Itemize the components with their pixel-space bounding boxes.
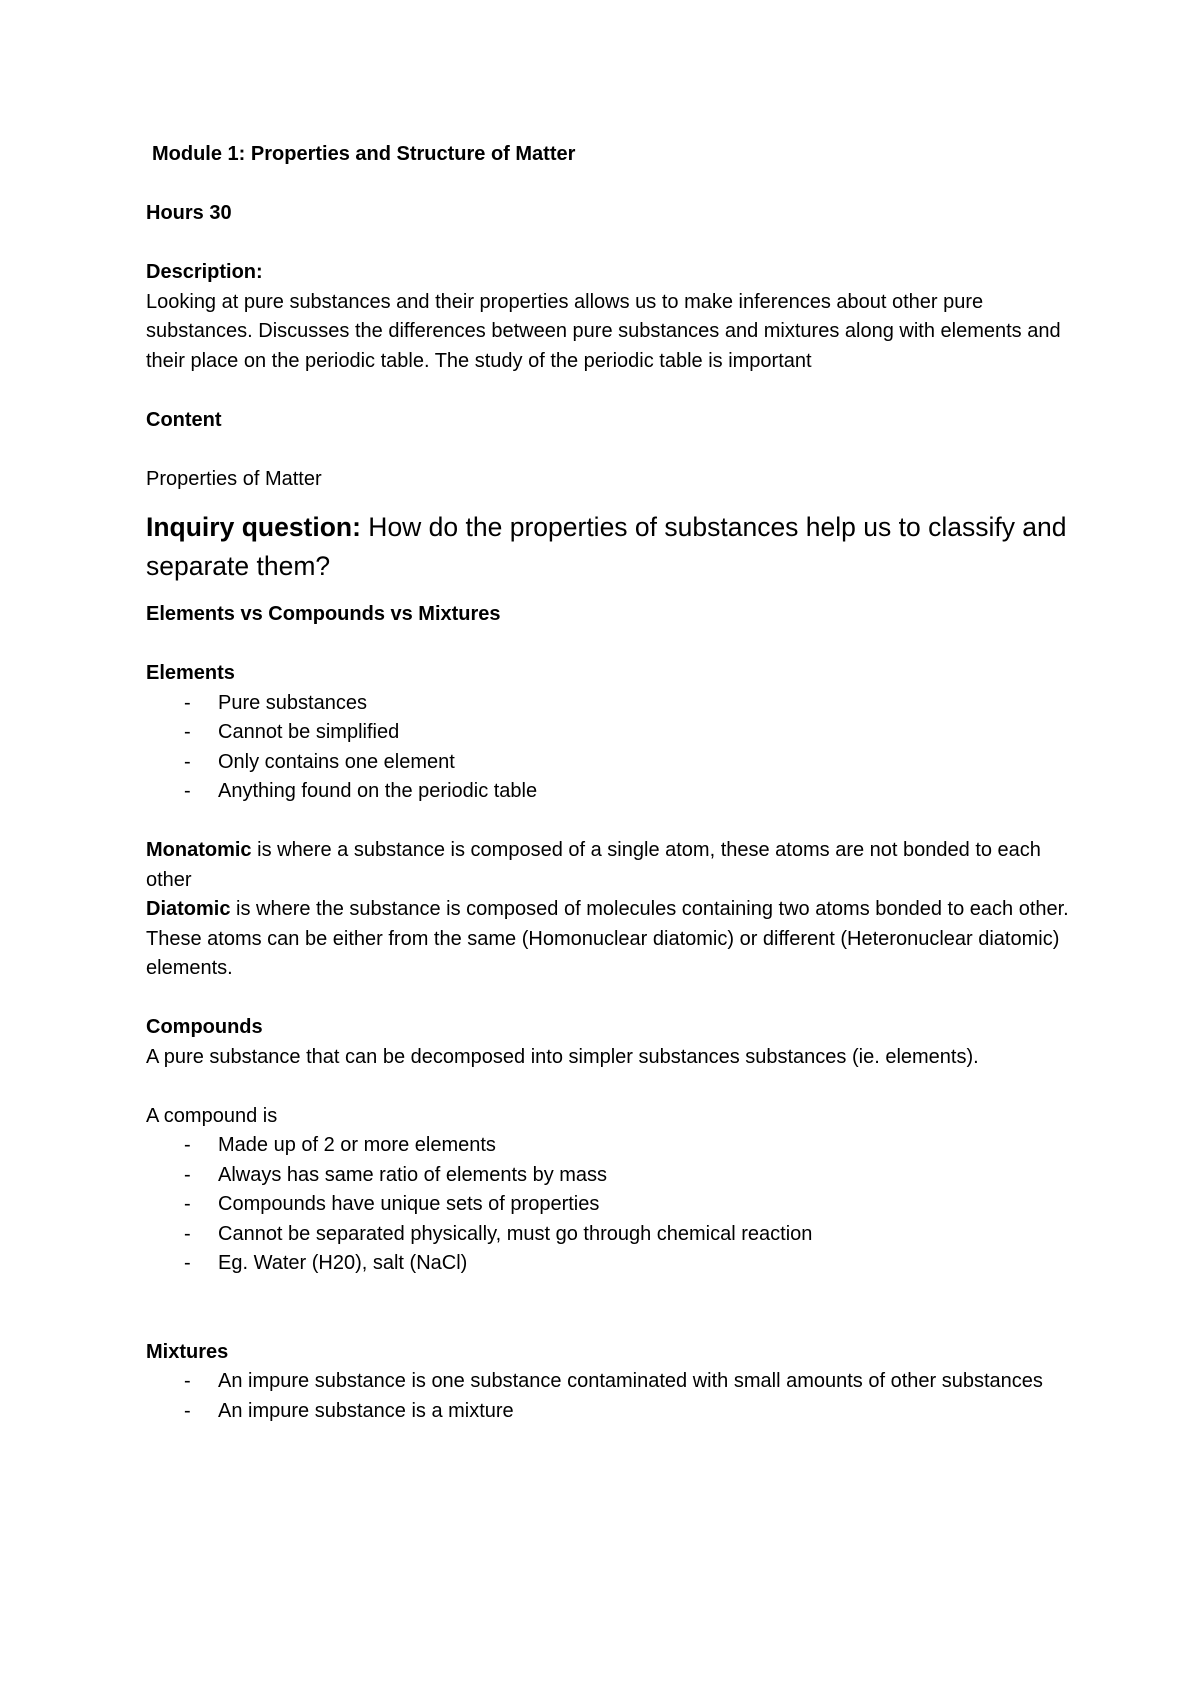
monatomic-term: Monatomic <box>146 839 252 861</box>
inquiry-text: How do the properties of substances help us to classify and separate them? <box>146 512 1067 581</box>
list-item: - Compounds have unique sets of properties <box>146 1190 1086 1220</box>
diatomic-definition <box>146 895 1086 984</box>
hours-label: Hours 30 <box>146 202 232 224</box>
inquiry-question <box>146 508 1086 586</box>
list-item: - Eg. Water (H20), salt (NaCl) <box>146 1249 1086 1279</box>
dash-marker: - <box>184 1370 191 1392</box>
module-title: Module 1: Properties and Structure of Matter <box>152 143 576 165</box>
elements-heading: Elements <box>146 662 235 684</box>
list-item: - An impure substance is a mixture <box>146 1397 1086 1427</box>
diatomic-term: Diatomic <box>146 898 231 920</box>
dash-marker: - <box>184 1134 191 1156</box>
description-heading: Description: <box>146 261 263 283</box>
list-item: - Cannot be simplified <box>146 718 1086 748</box>
inquiry-label: Inquiry question: <box>146 512 361 542</box>
dash-marker: - <box>184 691 191 714</box>
dash-marker: - <box>184 780 191 802</box>
list-item: - Always has same ratio of elements by mass <box>146 1161 1086 1191</box>
list-item: - Anything found on the periodic table <box>146 777 1086 807</box>
mixtures-heading: Mixtures <box>146 1340 229 1363</box>
diatomic-text: is where the substance is composed of molecules containing two atoms bonded to each other. These atoms can be either from the same (Homonuclear diatomic) or different (Heteronuclear diatomic) elements. <box>146 898 1069 979</box>
content-heading: Content <box>146 408 222 431</box>
compounds-definition: A pure substance that can be decomposed into simpler substances substances (ie. elements). <box>146 1045 979 1068</box>
compounds-heading: Compounds <box>146 1016 263 1038</box>
elements-list <box>146 689 1086 807</box>
list-item: - Only contains one element <box>146 748 1086 778</box>
dash-marker: - <box>184 721 191 743</box>
dash-marker: - <box>184 1399 191 1422</box>
list-item: - Pure substances <box>146 689 1086 719</box>
compounds-list <box>146 1131 1086 1279</box>
dash-marker: - <box>184 750 191 773</box>
dash-marker: - <box>184 1163 191 1186</box>
dash-marker: - <box>184 1222 191 1245</box>
monatomic-text: is where a substance is composed of a single atom, these atoms are not bonded to each other <box>146 839 1041 891</box>
list-item: - Made up of 2 or more elements <box>146 1131 1086 1161</box>
comparison-heading: Elements vs Compounds vs Mixtures <box>146 603 501 625</box>
description-text: Looking at pure substances and their properties allows us to make inferences about other pure substances. Discusses the differences between pure substances and mixtures along with elements and their place on the periodic table. The study of the periodic table is important <box>146 290 1061 372</box>
list-item: - An impure substance is one substance contaminated with small amounts of other substances <box>146 1367 1086 1397</box>
monatomic-definition <box>146 836 1086 895</box>
list-item: - Cannot be separated physically, must go through chemical reaction <box>146 1220 1086 1250</box>
mixtures-list <box>146 1367 1086 1426</box>
compounds-intro: A compound is <box>146 1104 278 1127</box>
dash-marker: - <box>184 1252 191 1274</box>
content-subheading: Properties of Matter <box>146 467 322 490</box>
document-page <box>146 140 1086 1426</box>
dash-marker: - <box>184 1193 191 1215</box>
